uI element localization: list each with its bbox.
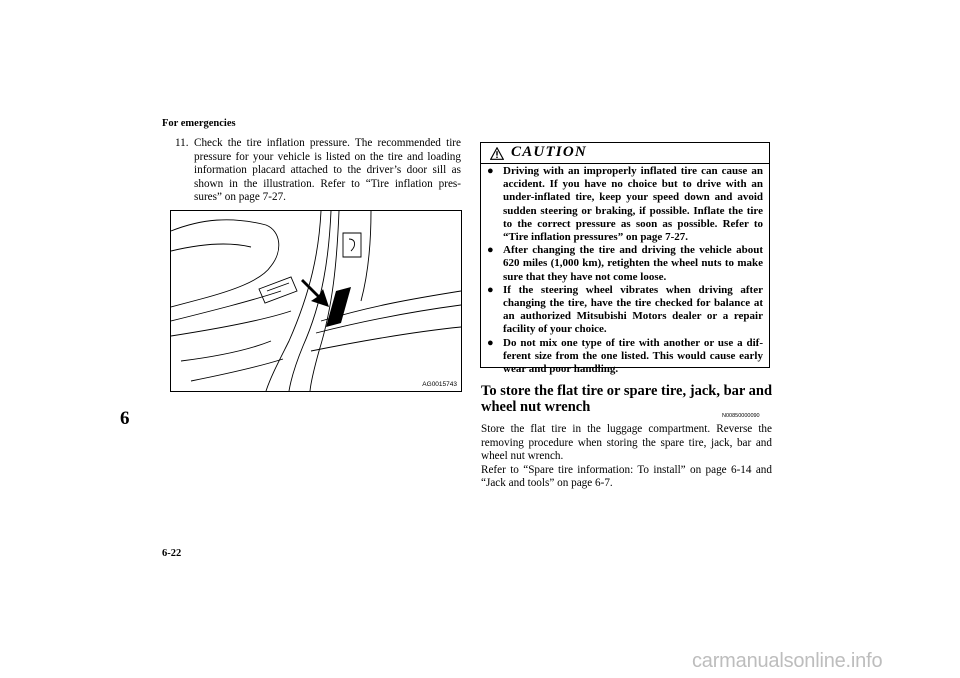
caution-item: ● After changing the tire and driving the vehicle about 620 miles (1,000 km), retighten the wheel nuts to make sure that they have not come loose. bbox=[487, 244, 763, 283]
body-paragraph: Refer to “Spare tire information: To install” on page 6-14 and “Jack and tools” on page 6-7. bbox=[481, 463, 772, 490]
caution-list bbox=[487, 165, 763, 376]
caution-item: ● If the steering wheel vibrates when driving after changing the tire, have the tire checked for balance at an authorized Mitsubishi Motors dealer or a repair facility of your choice. bbox=[487, 283, 763, 336]
caution-title: CAUTION bbox=[511, 144, 587, 160]
caution-item: ● Driving with an improperly inflated tire can cause an accident. If you have no choice but to drive with an under-inflated tire, keep your speed down and avoid sudden steering or braking, if possible. Inflate the tire to the correct pressure as soon as possible. Refer to “Tire inflation pressures” on page 7-27. bbox=[487, 165, 763, 244]
caution-header bbox=[481, 143, 769, 164]
instruction-step bbox=[175, 137, 461, 205]
bullet-icon: ● bbox=[487, 165, 494, 177]
chapter-tab: 6 bbox=[120, 408, 130, 429]
step-number: 11. bbox=[175, 137, 189, 149]
figure-code: AG0015743 bbox=[422, 381, 457, 388]
step-text: Check the tire inflation pressure. The recommended tire pressure for your vehicle is listed on the tire and loading information placard attached to the driver’s door sill as shown in the illustration. Refer to “Tire inflation pres-sures” on page 7-27. bbox=[194, 137, 461, 204]
section-title: To store the flat tire or spare tire, jack, bar and wheel nut wrench bbox=[481, 383, 773, 415]
running-header: For emergencies bbox=[162, 118, 236, 129]
watermark: carmanualsonline.info bbox=[692, 650, 883, 672]
door-sill-illustration bbox=[170, 210, 462, 392]
section-body bbox=[481, 423, 772, 491]
bullet-icon: ● bbox=[487, 244, 494, 257]
caution-item: ● Do not mix one type of tire with another or use a dif-ferent size from the one listed. This would cause early wear and poor handling. bbox=[487, 336, 763, 376]
warning-triangle-icon bbox=[490, 147, 504, 160]
page-number: 6-22 bbox=[162, 548, 182, 559]
section-code: N00850000090 bbox=[722, 413, 760, 419]
caution-box bbox=[480, 142, 770, 376]
body-paragraph: Store the flat tire in the luggage compartment. Reverse the removing procedure when storing the spare tire, jack, bar and wheel nut wrench. bbox=[481, 423, 772, 463]
bullet-icon: ● bbox=[487, 283, 494, 296]
bullet-icon: ● bbox=[487, 336, 494, 349]
door-sill-placard-illustration bbox=[171, 211, 461, 391]
